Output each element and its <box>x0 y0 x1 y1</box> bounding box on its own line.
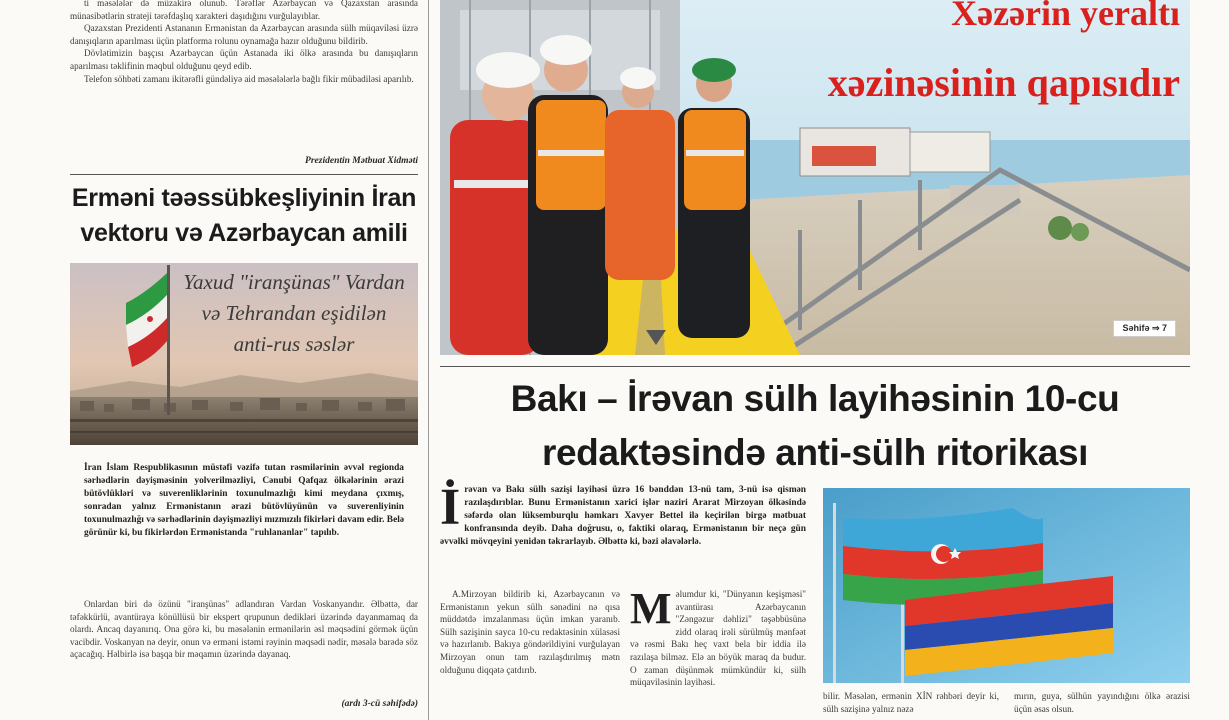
top-article-text <box>70 0 418 85</box>
article-col-3: bilir. Məsələn, ermənin XİN rəhbəri deyir ki, sülh sazişinə yalnız nəzə <box>823 691 999 714</box>
right-column <box>440 0 1190 720</box>
flags-photo <box>823 488 1190 683</box>
top-title-line1: Xəzərin yeraltı <box>951 0 1180 33</box>
drop-cap: İ <box>440 479 461 536</box>
azerbaijan-armenia-flags-image <box>823 488 1190 683</box>
main-lead-text: rəvan və Bakı sülh sazişi layihəsi üzrə 16 bənddən 13-nü tam, 3-nü isə qismən razılaşdırıblar. Bunu Ermənistanın xarici işlər naziri Ararat Mirzoyan ölkəsində səfərdə olan lüksemburqlu həmkarı Xavyer Bettel ilə keçirilən birgə mətbuat konfransında deyib. Daha doğrusu, o, faktiki olaraq, Ermənistanın bir neçə gün əvvəlki mövqeyini yenidən təkrarlayıb. Əlbəttə ki, bəzi əlavələrlə. <box>440 485 806 547</box>
continued-note: (ardı 3-cü səhifədə) <box>341 699 418 709</box>
drop-cap-2: M <box>630 584 672 633</box>
paragraph: Telefon söhbəti zamanı ikitərəfli gündəliyə aid məsələlərlə bağlı fikir mübadiləsi aparılıb. <box>84 73 414 84</box>
top-title-line2: xəzinəsinin qapısıdır <box>827 60 1180 105</box>
paragraph: ti məsələlər də müzakirə olunub. Tərəflər Azərbaycan və Qazaxstan arasında münasibətlərin strateji tərəfdaşlıq xarakteri daşıdığını vurğulayıblar. <box>70 0 418 21</box>
divider <box>440 366 1190 367</box>
divider <box>70 174 418 175</box>
article-col-2-text: əlumdur ki, "Dünyanın keşişməsi" avantürası Azərbaycanın "Zəngəzur dəhlizi" təşəbbüsünə zidd olaraq irəli sürülmüş mənfəət və rəsmi Bakı heç vaxt bela bir iddia ilə razılaşa bilməz. Elə an böyük maraq da budur. O zaman düşünmək mümkündür ki, sülh müqaviləsinin layihəsi. <box>630 589 806 688</box>
offshore-platform-photo <box>440 0 1190 355</box>
photo-subtitle: Yaxud "iranşünas" Vardan və Tehrandan eşidilən anti-rus səslər <box>183 270 405 356</box>
left-headline: Erməni təəssübkeşliyinin İran vektoru və Azərbaycan amili <box>71 184 417 247</box>
column-rule <box>428 0 429 720</box>
top-signature: Prezidentin Mətbuat Xidməti <box>305 156 418 166</box>
left-body-text: Onlardan biri də özünü "iranşünas" adlandıran Vardan Voskanyandır. Əlbəttə, dar təfəkkürlü, avantüraya könüllüsü bir ekspert qrupunun dedikləri üzərində dayanmamaq da olardı. Ancaq dayanırıq. Ona görə ki, bu məsələnin ermənilərin əsl məqsədini görmək üçün vacibdir. Voskanyan nə deyir, onun və erməni istəmi rəyinin məqsədi nədir, məsələ barədə söz açacağıq. Həlbirlə isə başqa bir məqamın üzərində dayanaq. <box>70 599 418 660</box>
platform-visit-image <box>440 0 1190 355</box>
paragraph: Qazaxstan Prezidenti Astananın Ermənistan da Azərbaycan arasında sülh müqaviləsi üzrə danışıqların aparılması üçün platforma rolunu oynamağa hazır olduğunu bildirib. <box>70 23 418 46</box>
article-col-1: A.Mirzoyan bildirib ki, Azərbaycanın və Ermənistanın yekun sülh sənədini nə qısa müddətdə imzalanması üçün imkan yaranıb. Sülh sazişinin sayca 10-cu redaktəsinin xülasəsi və hazırlanıb. Bakıya göndərildiyini vurğulayan Mirzoyan onun tam razılaşdırılmış mətn olduğunu diqqətə çatdırıb. <box>440 589 620 675</box>
paragraph: Dövlətimizin başçısı Azərbaycan üçün Astanada iki ölkə arasında bu danışıqların aparılması təklifinin məqbul olduğunu qeyd edib. <box>70 48 418 71</box>
article-col-4: mırın, guya, sülhün yayındığını ölkə ərazisi üçün əsas olsun. <box>1014 691 1190 714</box>
article-col-2 <box>630 584 806 689</box>
main-lead <box>440 479 806 549</box>
left-lead-text: İran İslam Respublikasının müstəfi vəzifə tutan rəsmilərinin əvvəl regionda sərhədlərin dəyişməsinin yolverilməzliyi, Cənubi Qafqaz ölkələrinin ərazi bütövlükləri və suverenliklərinin toxunulmazlığı kimi meydana çıxmış, sonradan yalnız Ermənistanın ərazi bütövlüyünün və suverenliyinin toxunulmazlığı və sərhədlərinin dəyişməzliyi mızmızılı fikirləri davam edir. Belə görünür ki, bu fikirlərdən Ermənistanda "ruhlananlar" tapılıb. <box>84 463 404 538</box>
main-headline: Bakı – İrəvan sülh layihəsinin 10-cu redaktəsində anti-sülh ritorikası <box>510 378 1120 473</box>
page-reference: Səhifə ⇒ 7 <box>1113 320 1176 337</box>
left-column <box>70 0 418 720</box>
iran-city-photo <box>70 263 418 445</box>
